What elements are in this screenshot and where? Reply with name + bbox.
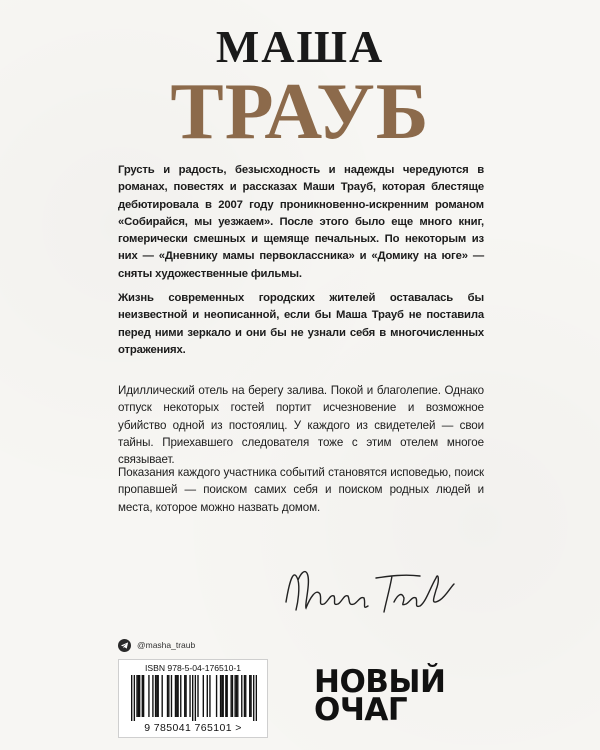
annotation-paragraph-2: Показания каждого участника событий становятся исповедью, поиск пропавшей — поиском самих себя и поиском родных людей и места, которое можно назвать домом.: [118, 466, 484, 514]
barcode-bar: [195, 675, 196, 721]
isbn-label: ISBN 978-5-04-176510-1: [144, 663, 242, 673]
barcode-bar: [250, 675, 251, 717]
barcode-bar: [162, 675, 163, 717]
barcode-panel: [118, 659, 268, 738]
barcode-bar: [171, 675, 172, 717]
barcode-bar: [176, 675, 177, 717]
barcode-bar: [249, 675, 250, 717]
barcode-digits: 9 785041 765101 >: [144, 722, 242, 734]
barcode-bar: [192, 675, 193, 721]
publisher-line-2: ОЧАГ: [314, 692, 408, 728]
publisher-logo: [314, 664, 464, 728]
barcode-bar: [152, 675, 153, 717]
barcode-bar: [158, 675, 159, 717]
barcode-bar: [148, 675, 149, 717]
barcode-bar: [203, 675, 204, 717]
barcode-bar: [156, 675, 157, 717]
author-signature: [280, 558, 460, 622]
barcode-bar: [234, 675, 235, 717]
barcode-bar: [143, 675, 144, 717]
barcode-bar: [245, 675, 246, 717]
barcode-bar: [138, 675, 139, 717]
barcode-bar: [207, 675, 208, 717]
barcode-bar: [232, 675, 233, 717]
barcode-bar: [131, 675, 132, 721]
barcode-bar: [226, 675, 227, 717]
barcode-bar: [244, 675, 245, 717]
barcode-bar: [134, 675, 135, 721]
barcode-bar: [168, 675, 169, 717]
barcode-bar: [221, 675, 222, 717]
barcode-bar: [225, 675, 226, 717]
social-link[interactable]: [118, 637, 195, 653]
barcode: [131, 675, 257, 721]
barcode-bar: [241, 675, 242, 717]
telegram-icon: [118, 639, 131, 652]
barcode-bar: [177, 675, 178, 717]
author-first-name: МАША: [215, 21, 385, 72]
author-last-name: ТРАУБ: [170, 68, 430, 156]
annotation-paragraph-1: Идиллический отель на берегу залива. Покой и благолепие. Однако отпуск некоторых гостей портит исчезновение и возможное убийство одной из постоялиц. У каждого из свидетелей — свои тайны. Приехавшего следователя тоже с этим отелем многое связывает.: [118, 384, 484, 467]
about-author-paragraph-2: Жизнь современных городских жителей оставалась бы неизвестной и неописанной, если бы Маша Трауб не поставила перед ними зеркало и они бы не узнали себя в многочисленных отражениях.: [118, 292, 484, 356]
barcode-bar: [167, 675, 168, 717]
barcode-bar: [185, 675, 186, 717]
barcode-bar: [236, 675, 237, 717]
publisher-line-1: НОВЫЙ: [314, 664, 446, 700]
about-author-paragraph-1: Грусть и радость, безысходность и надежды чередуются в романах, повестях и рассказах Маши Трауб, которая блестяще дебютировала в 2007 году проникновенно-искренним романом «Собирайся, мы уезжаем». После этого было еще много книг, гомерически смешных и щемяще печальных. По некоторым из них — «Дневнику мамы первоклассника» и «Домику на юге» — сняты художественные фильмы.: [118, 164, 484, 280]
barcode-bar: [184, 675, 185, 717]
social-handle: @masha_traub: [137, 640, 196, 650]
barcode-bar: [136, 675, 137, 717]
barcode-bar: [209, 675, 210, 717]
barcode-bar: [253, 675, 254, 721]
barcode-bar: [175, 675, 176, 717]
barcode-bar: [142, 675, 143, 717]
barcode-bar: [197, 675, 198, 717]
barcode-bar: [139, 675, 140, 717]
barcode-bar: [237, 675, 238, 717]
barcode-bar: [230, 675, 231, 717]
barcode-bar: [180, 675, 181, 717]
barcode-bar: [189, 675, 190, 717]
barcode-bar: [216, 675, 217, 717]
barcode-bar: [223, 675, 224, 717]
barcode-bar: [155, 675, 156, 717]
barcode-bar: [256, 675, 257, 721]
barcode-bar: [220, 675, 221, 717]
